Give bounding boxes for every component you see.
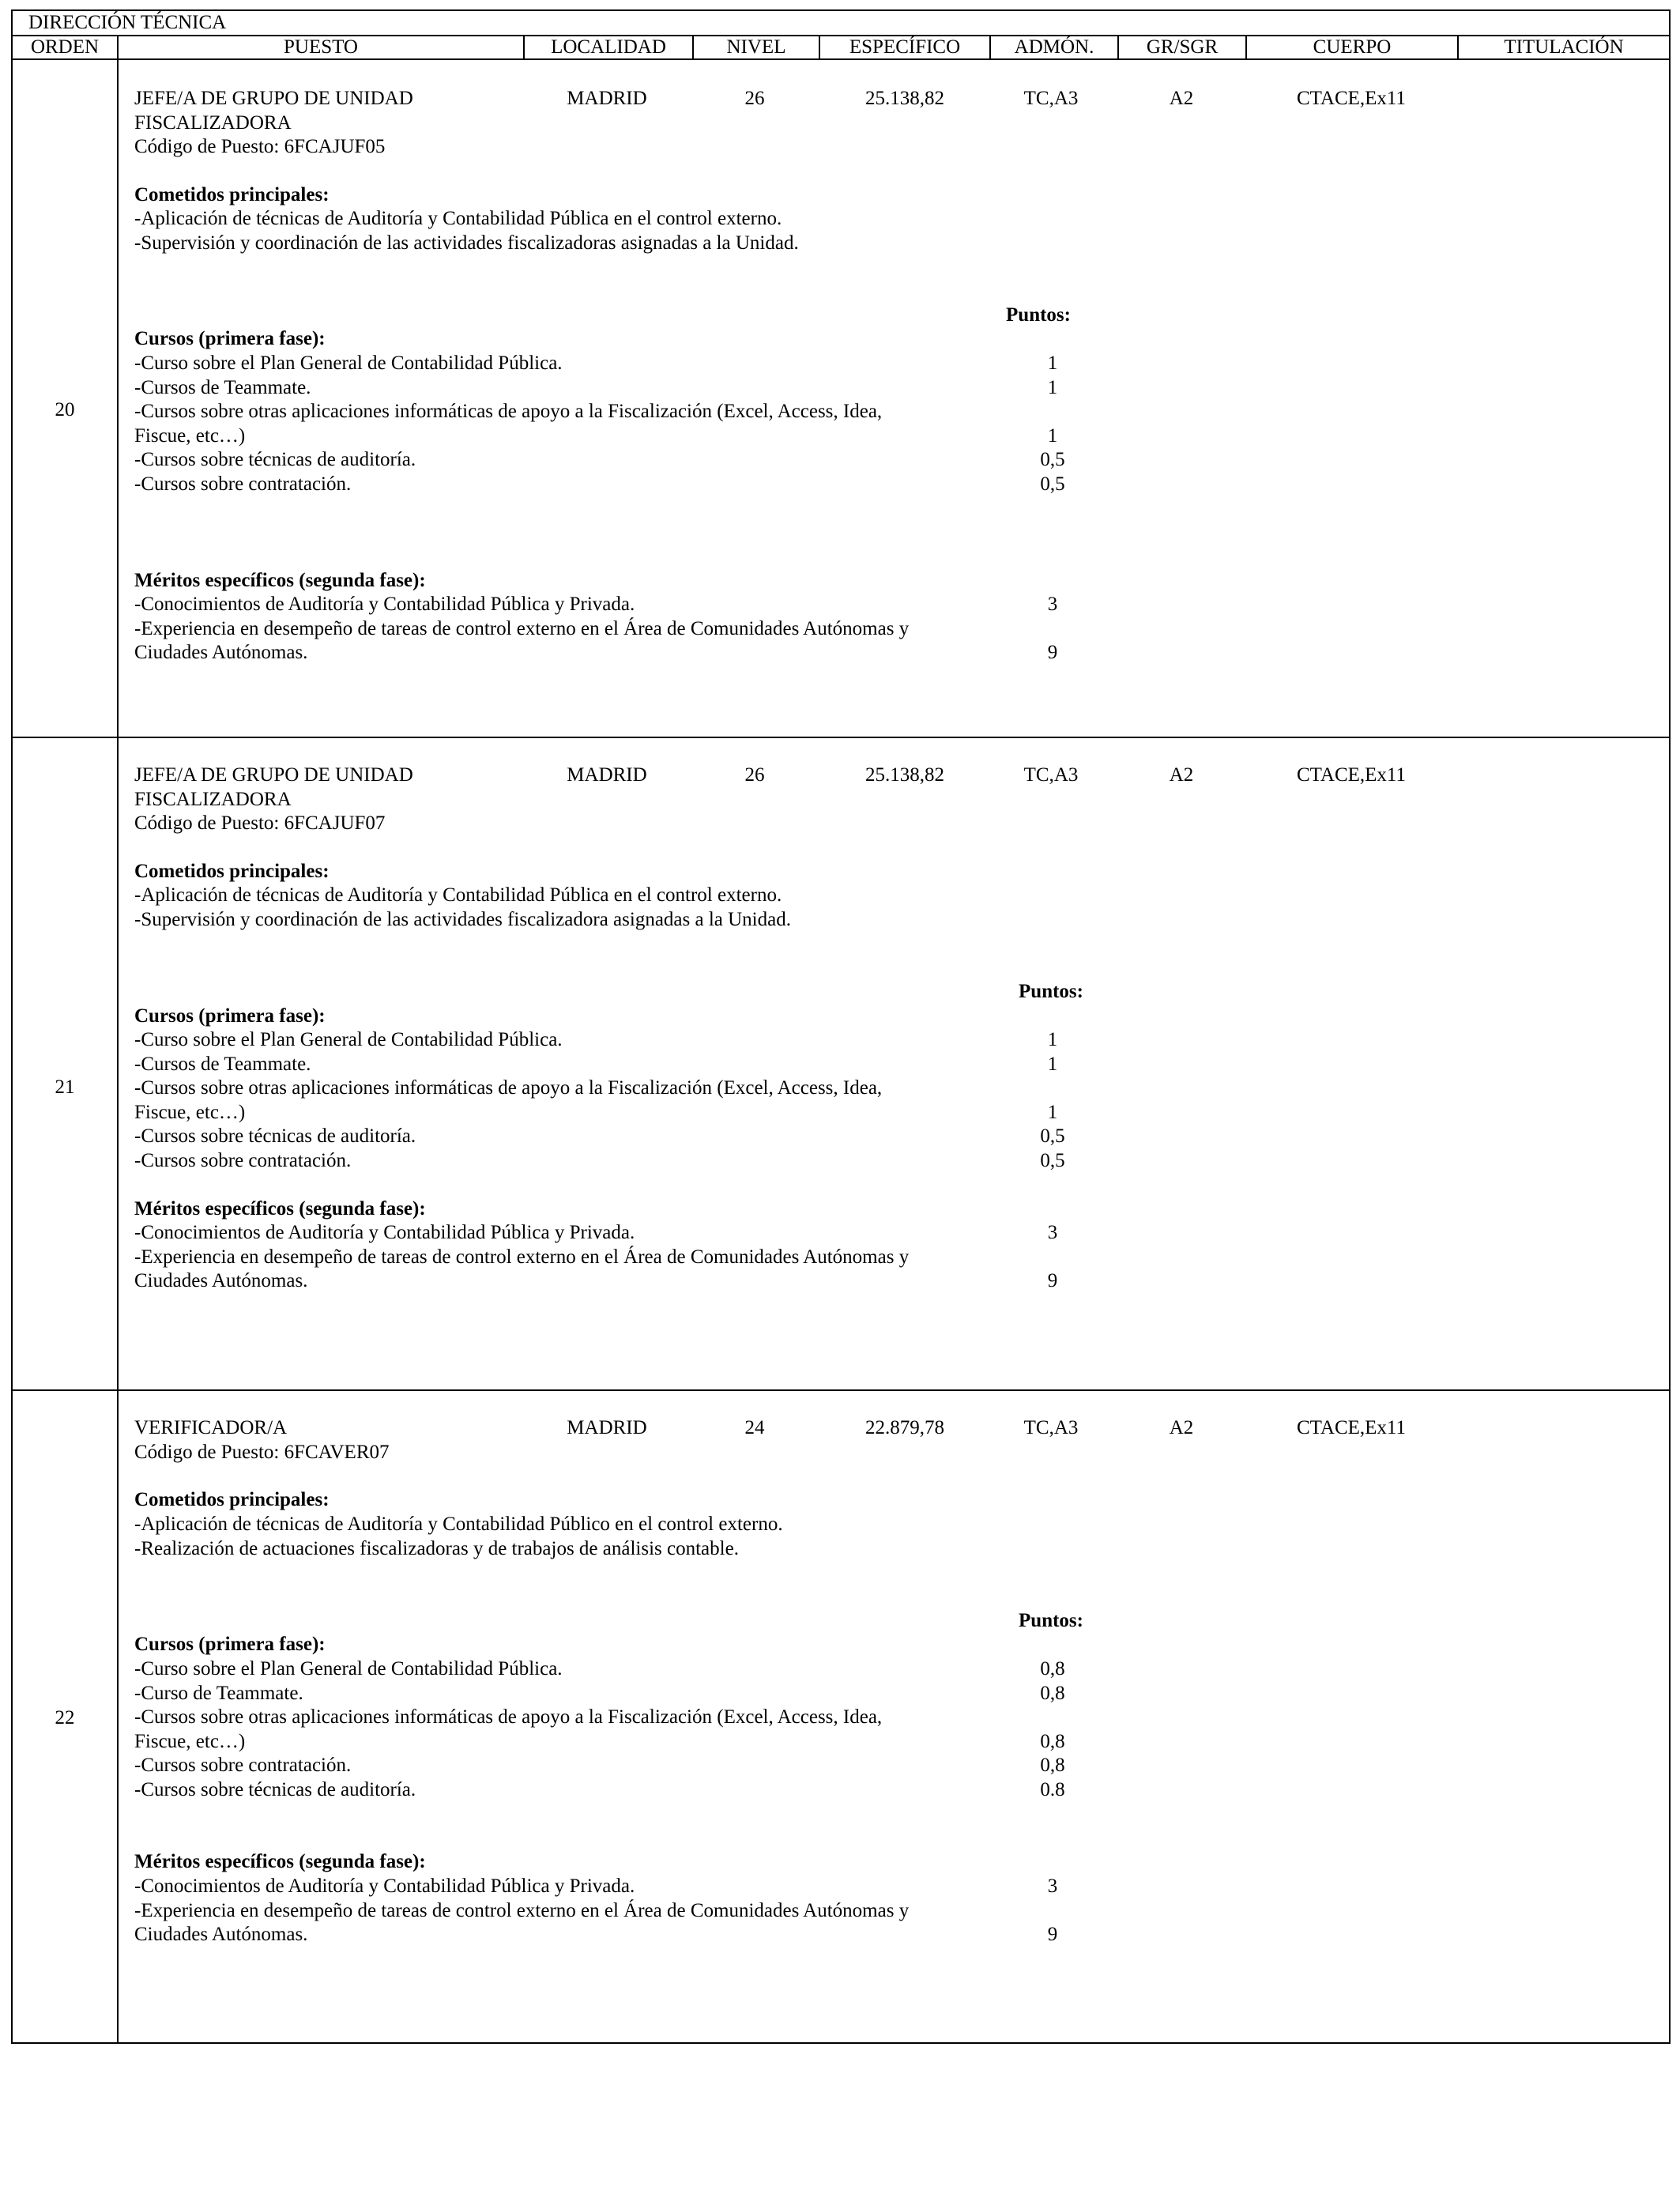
meritos-heading: Méritos específicos (segunda fase):: [134, 1198, 426, 1220]
cometidos-list: -Aplicación de técnicas de Auditoría y Contabilidad Pública en el control externo. -Supervisión y coordinación de las actividades fiscalizadora asignadas a la Unidad.: [134, 884, 791, 930]
row-divider: [11, 737, 1671, 738]
header-divider: [523, 36, 525, 60]
header-divider: [1457, 36, 1459, 60]
especifico-cell: 25.138,82: [865, 88, 944, 109]
cursos-list: -Curso sobre el Plan General de Contabilidad Pública. -Cursos de Teammate. -Cursos sobre otras aplicaciones informáticas de apoyo a la Fiscalización (Excel, Access, Idea, Fiscue, etc…) -Cursos sobre técnicas de auditoría. -Cursos sobre contratación.: [134, 352, 883, 495]
grsgr-cell: A2: [1169, 1417, 1194, 1438]
cometidos-heading: Cometidos principales:: [134, 1489, 330, 1510]
grsgr-cell: A2: [1169, 88, 1194, 109]
puesto-title: JEFE/A DE GRUPO DE UNIDAD FISCALIZADORA Código de Puesto: 6FCAJUF07: [134, 763, 413, 836]
especifico-cell: 22.879,78: [865, 1417, 944, 1438]
meritos-points: 3 9: [1047, 1875, 1058, 1945]
cursos-points: 1 1 1 0,5 0,5: [1040, 1029, 1065, 1171]
localidad-cell: MADRID: [567, 88, 647, 109]
column-header-admon: ADMÓN.: [991, 36, 1117, 60]
orden-cell: 22: [55, 1707, 75, 1728]
column-header-orden: ORDEN: [13, 36, 117, 60]
row-divider: [11, 1389, 1671, 1391]
especifico-cell: 25.138,82: [865, 764, 944, 786]
cometidos-heading: Cometidos principales:: [134, 861, 330, 882]
orden-cell: 21: [55, 1076, 75, 1098]
puntos-heading: Puntos:: [1006, 304, 1071, 326]
cometidos-heading: Cometidos principales:: [134, 184, 330, 205]
meritos-list: -Conocimientos de Auditoría y Contabilidad Pública y Privada. -Experiencia en desempeño de tareas de control externo en el Área de Comunidades Autónomas y Ciudades Autónomas.: [134, 1875, 910, 1945]
meritos-list: -Conocimientos de Auditoría y Contabilidad Pública y Privada. -Experiencia en desempeño de tareas de control externo en el Área de Comunidades Autónomas y Ciudades Autónomas.: [134, 1222, 910, 1291]
cometidos-list: -Aplicación de técnicas de Auditoría y Contabilidad Pública en el control externo. -Supervisión y coordinación de las actividades fiscalizadoras asignadas a la Unidad.: [134, 208, 799, 254]
orden-cell: 20: [55, 399, 75, 420]
admon-cell: TC,A3: [1023, 88, 1079, 109]
cursos-points: 0,8 0,8 0,8 0,8 0.8: [1040, 1658, 1065, 1800]
puesto-code: Código de Puesto: 6FCAJUF07: [134, 812, 386, 834]
cometidos-list: -Aplicación de técnicas de Auditoría y Contabilidad Público en el control externo. -Realización de actuaciones fiscalizadoras y de trabajos de análisis contable.: [134, 1514, 783, 1559]
cursos-heading: Cursos (primera fase):: [134, 328, 326, 349]
cuerpo-cell: CTACE,Ex11: [1296, 1417, 1407, 1438]
localidad-cell: MADRID: [567, 764, 647, 786]
column-header-puesto: PUESTO: [119, 36, 523, 60]
puntos-heading: Puntos:: [1019, 981, 1083, 1002]
admon-cell: TC,A3: [1023, 764, 1079, 786]
section-title: DIRECCIÓN TÉCNICA: [13, 11, 1669, 36]
cursos-list: -Curso sobre el Plan General de Contabilidad Pública. -Cursos de Teammate. -Cursos sobre otras aplicaciones informáticas de apoyo a la Fiscalización (Excel, Access, Idea, Fiscue, etc…) -Cursos sobre técnicas de auditoría. -Cursos sobre contratación.: [134, 1029, 883, 1171]
puesto-title: VERIFICADOR/A Código de Puesto: 6FCAVER07: [134, 1416, 390, 1465]
puesto-title: JEFE/A DE GRUPO DE UNIDAD FISCALIZADORA Código de Puesto: 6FCAJUF05: [134, 87, 413, 160]
cursos-heading: Cursos (primera fase):: [134, 1634, 326, 1655]
nivel-cell: 26: [744, 764, 765, 786]
cursos-heading: Cursos (primera fase):: [134, 1005, 326, 1027]
cuerpo-cell: CTACE,Ex11: [1296, 88, 1407, 109]
cursos-list: -Curso sobre el Plan General de Contabilidad Pública. -Curso de Teammate. -Cursos sobre otras aplicaciones informáticas de apoyo a la Fiscalización (Excel, Access, Idea, Fiscue, etc…) -Cursos sobre contratación. -Cursos sobre técnicas de auditoría.: [134, 1658, 883, 1800]
header-divider: [1117, 36, 1119, 60]
meritos-heading: Méritos específicos (segunda fase):: [134, 570, 426, 591]
column-header-titulacion: TITULACIÓN: [1459, 36, 1669, 60]
cuerpo-cell: CTACE,Ex11: [1296, 764, 1407, 786]
puntos-heading: Puntos:: [1019, 1610, 1083, 1631]
column-header-localidad: LOCALIDAD: [525, 36, 692, 60]
cursos-points: 1 1 1 0,5 0,5: [1040, 352, 1065, 495]
column-header-especifico: ESPECÍFICO: [820, 36, 989, 60]
column-header-nivel: NIVEL: [694, 36, 819, 60]
column-header-grsgr: GR/SGR: [1119, 36, 1245, 60]
meritos-list: -Conocimientos de Auditoría y Contabilidad Pública y Privada. -Experiencia en desempeño de tareas de control externo en el Área de Comunidades Autónomas y Ciudades Autónomas.: [134, 594, 910, 663]
grsgr-cell: A2: [1169, 764, 1194, 786]
header-divider: [819, 36, 820, 60]
orden-column-divider: [117, 36, 119, 2044]
meritos-heading: Méritos específicos (segunda fase):: [134, 1851, 426, 1872]
header-divider: [989, 36, 991, 60]
nivel-cell: 24: [744, 1417, 765, 1438]
nivel-cell: 26: [744, 88, 765, 109]
column-header-cuerpo: CUERPO: [1247, 36, 1457, 60]
meritos-points: 3 9: [1047, 594, 1058, 663]
puesto-code: Código de Puesto: 6FCAJUF05: [134, 136, 386, 157]
admon-cell: TC,A3: [1023, 1417, 1079, 1438]
header-divider: [1245, 36, 1247, 60]
localidad-cell: MADRID: [567, 1417, 647, 1438]
header-divider: [692, 36, 694, 60]
meritos-points: 3 9: [1047, 1222, 1058, 1291]
puesto-code: Código de Puesto: 6FCAVER07: [134, 1441, 390, 1463]
